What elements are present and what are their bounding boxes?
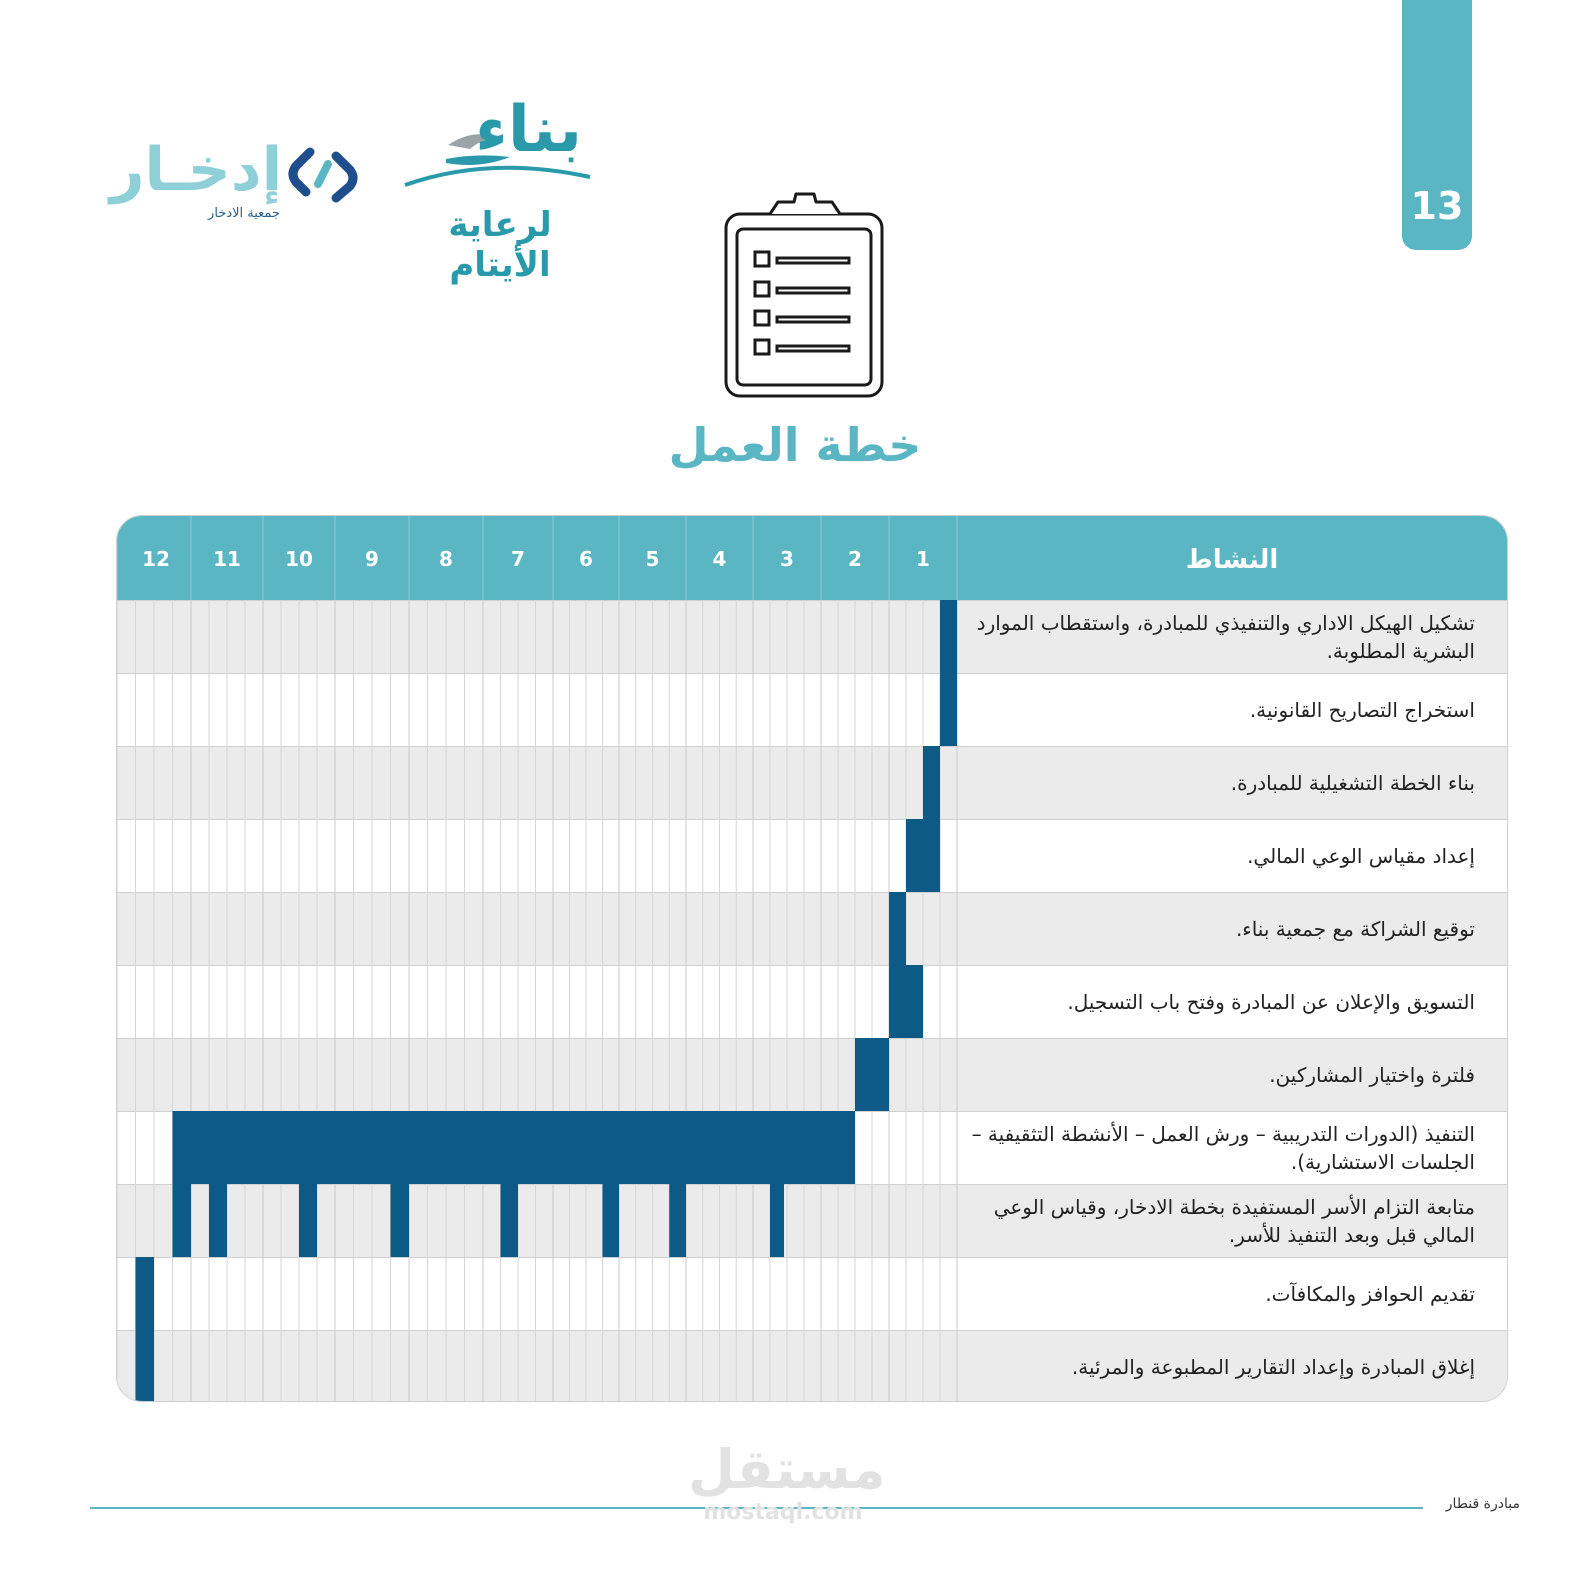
- activity-row: [117, 1184, 1507, 1257]
- gantt-header: [117, 516, 1507, 600]
- edkhar-logo-subtitle: جمعية الادخار: [208, 206, 280, 221]
- activity-text: [969, 1185, 1475, 1257]
- activity-label: تشكيل الهيكل الاداري والتنفيذي للمبادرة، واستقطاب الموارد البشرية المطلوبة.: [976, 611, 1475, 663]
- page-number-tab: [1402, 0, 1472, 250]
- edkhar-logo-word: إدخـار: [110, 135, 283, 205]
- bina-logo-subtitle: لرعاية الأيتام: [448, 205, 552, 285]
- page-number: 13: [1410, 184, 1464, 228]
- activity-text: [969, 820, 1475, 892]
- activity-label: استخراج التصاريح القانونية.: [1249, 698, 1475, 722]
- activity-text: [969, 893, 1475, 965]
- activity-label: بناء الخطة التشغيلية للمبادرة.: [1230, 771, 1475, 795]
- activity-label: التسويق والإعلان عن المبادرة وفتح باب التسجيل.: [1067, 990, 1475, 1014]
- activity-row: [117, 1257, 1507, 1330]
- activity-text: [969, 1258, 1475, 1330]
- activity-row: [117, 673, 1507, 746]
- mostaql-watermark: [688, 1438, 886, 1526]
- edkhar-chain-icon: [288, 144, 358, 204]
- activity-text: [969, 1112, 1475, 1184]
- activity-label: إعداد مقياس الوعي المالي.: [1247, 844, 1475, 868]
- activity-label: فلترة واختيار المشاركين.: [1269, 1063, 1475, 1087]
- activity-row: [117, 965, 1507, 1038]
- activity-label: التنفيذ (الدورات التدريبية – ورش العمل – الأنشطة التثقيفية – الجلسات الاستشارية).: [971, 1122, 1475, 1174]
- activity-row: [117, 819, 1507, 892]
- month-header-7: 7: [511, 547, 525, 571]
- activity-label: توقيع الشراكة مع جمعية بناء.: [1235, 917, 1475, 941]
- activity-row: [117, 746, 1507, 819]
- activity-text: [969, 1039, 1475, 1111]
- footer-initiative-name: مبادرة قنطار: [1445, 1496, 1520, 1512]
- month-header-5: 5: [645, 547, 660, 571]
- month-header-8: 8: [439, 547, 453, 571]
- activity-text: [969, 1331, 1475, 1402]
- month-header-2: 2: [848, 547, 862, 571]
- activity-row: [117, 1330, 1507, 1402]
- month-header-6: 6: [579, 547, 593, 571]
- activity-text: [969, 747, 1475, 819]
- activity-row: [117, 1038, 1507, 1111]
- work-plan-gantt: [116, 515, 1508, 1402]
- watermark-arabic: مستقل: [688, 1438, 886, 1501]
- clipboard-checklist-icon: [722, 192, 888, 402]
- bina-logo-word: بناء: [475, 93, 582, 167]
- month-header-10: 10: [285, 547, 313, 571]
- month-header-11: 11: [213, 547, 241, 571]
- activity-column-header: النشاط: [1185, 545, 1279, 575]
- activity-row: [117, 600, 1507, 673]
- month-header-4: 4: [712, 547, 727, 571]
- month-header-3: 3: [780, 547, 794, 571]
- activity-text: [969, 601, 1475, 673]
- activity-text: [969, 674, 1475, 746]
- activity-label: تقديم الحوافز والمكافآت.: [1265, 1282, 1475, 1306]
- month-header-9: 9: [365, 547, 379, 571]
- activity-row: [117, 1111, 1507, 1184]
- activity-row: [117, 892, 1507, 965]
- edkhar-logo: [110, 130, 370, 240]
- activity-label: إغلاق المبادرة وإعداد التقارير المطبوعة والمرئية.: [1071, 1355, 1475, 1379]
- activity-text: [969, 966, 1475, 1038]
- activity-label: متابعة التزام الأسر المستفيدة بخطة الادخار، وقياس الوعي المالي قبل وبعد التنفيذ للأسر.: [993, 1195, 1475, 1247]
- month-header-12: 12: [142, 547, 170, 571]
- bina-logo: [400, 85, 600, 285]
- watermark-latin: mostaql.com: [703, 1500, 863, 1525]
- page-title: خطة العمل: [668, 418, 922, 472]
- month-header-1: 1: [916, 547, 930, 571]
